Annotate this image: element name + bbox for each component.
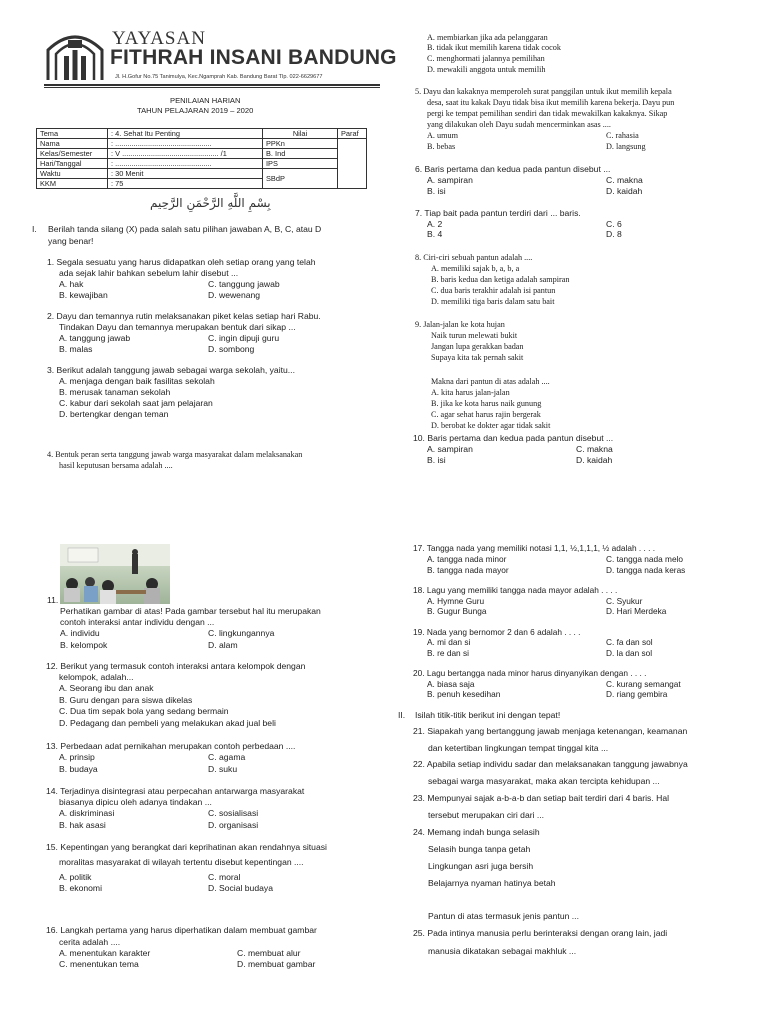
q7-text: 7. Tiap bait pada pantun terdiri dari ... baris. <box>415 208 581 218</box>
paraf-box[interactable] <box>338 139 367 189</box>
q1-option-b[interactable]: B. kewajiban <box>59 290 108 300</box>
q24-question: Pantun di atas termasuk jenis pantun ... <box>428 911 579 921</box>
school-name: FITHRAH INSANI BANDUNG <box>110 46 397 69</box>
section-1-instruction-2: yang benar! <box>48 236 94 246</box>
q15-option-d[interactable]: D. Social budaya <box>208 883 273 893</box>
q9-option-a[interactable]: A. kita harus jalan-jalan <box>431 388 510 397</box>
q11-number: 11. <box>47 595 59 605</box>
q21-text-2: dan ketertiban lingkungan tempat tinggal kita ... <box>428 743 609 753</box>
hari-value[interactable]: : ............................................... <box>108 159 263 169</box>
paraf-label: Paraf <box>338 129 367 139</box>
q5-text: 5. Dayu dan kakaknya memperoleh surat panggilan untuk ikut memilih kepala <box>415 87 672 96</box>
q8-option-d[interactable]: D. memiliki tiga baris dalam satu bait <box>431 297 555 306</box>
q5-text-2: desa, saat itu kakak Dayu tidak bisa ikut memilih karena bekerja. Dayu pun <box>427 98 675 107</box>
q10-option-c[interactable]: C. makna <box>576 444 613 454</box>
q19-text: 19. Nada yang bernomor 2 dan 6 adalah . . . . <box>413 627 581 637</box>
q2-option-a[interactable]: A. tanggung jawab <box>59 333 131 343</box>
q11-option-b[interactable]: B. kelompok <box>60 640 108 650</box>
q20-text: 20. Lagu bertangga nada minor harus dinyanyikan dengan . . . . <box>413 668 647 678</box>
q13-option-d[interactable]: D. suku <box>208 764 238 774</box>
q16-option-b[interactable]: C. menentukan tema <box>59 959 139 969</box>
q5-option-b[interactable]: B. bebas <box>427 142 456 151</box>
q15-option-c[interactable]: C. moral <box>208 872 241 882</box>
q4-option-d[interactable]: D. mewakili anggota untuk memilih <box>427 65 546 74</box>
q9-pantun-3: Supaya kita tak pernah sakit <box>431 353 524 362</box>
q11-option-d[interactable]: D. alam <box>208 640 238 650</box>
q15-text-2: moralitas masyarakat di wilayah tertentu disebut kepentingan .... <box>59 857 304 867</box>
q16-text: 16. Langkah pertama yang harus diperhatikan dalam membuat gambar <box>46 925 317 935</box>
q14-option-b[interactable]: B. hak asasi <box>59 820 106 830</box>
q1-option-a[interactable]: A. hak <box>59 279 84 289</box>
q5-option-d[interactable]: D. langsung <box>606 142 646 151</box>
section-1-instruction: Berilah tanda silang (X) pada salah satu pilihan jawaban A, B, C, atau D <box>48 224 322 234</box>
header-rule <box>44 84 380 86</box>
q6-text: 6. Baris pertama dan kedua pada pantun disebut ... <box>415 164 611 174</box>
q19-option-c[interactable]: C. fa dan sol <box>606 637 653 647</box>
q13-option-c[interactable]: C. agama <box>208 752 246 762</box>
q4-text: 4. Bentuk peran serta tanggung jawab warga masyarakat dalam melaksanakan <box>47 450 303 459</box>
q10-option-b[interactable]: B. isi <box>427 455 446 465</box>
q17-option-c[interactable]: C. tangga nada melo <box>606 554 684 564</box>
q22-text: 22. Apabila setiap individu sadar dan melaksanakan tanggung jawabnya <box>413 759 688 769</box>
bind-label: B. Ind <box>263 149 338 159</box>
q13-text: 13. Perbedaan adat pernikahan merupakan contoh perbedaan .... <box>46 741 296 751</box>
q18-option-a[interactable]: A. Hymne Guru <box>427 596 485 606</box>
q14-option-c[interactable]: C. sosialisasi <box>208 808 259 818</box>
q19-option-d[interactable]: D. la dan sol <box>606 648 653 658</box>
nilai-label: Nilai <box>263 129 338 139</box>
q8-option-a[interactable]: A. memiliki sajak b, a, b, a <box>431 264 520 273</box>
q7-option-d[interactable]: D. 8 <box>606 229 622 239</box>
q5-text-4: yang dilakukan oleh Dayu sudah mencerminkan asas .... <box>427 120 611 129</box>
kelas-label: Kelas/Semester <box>37 149 108 159</box>
q16-option-d[interactable]: D. membuat gambar <box>237 959 316 969</box>
q1-option-c[interactable]: C. tanggung jawab <box>208 279 280 289</box>
q24-pantun-3: Belajarnya nyaman hatinya betah <box>428 878 556 888</box>
kkm-label: KKM <box>37 179 108 189</box>
q4-option-c[interactable]: C. menghormati jalannya pemilihan <box>427 54 545 63</box>
q14-text-2: biasanya dipicu oleh adanya tindakan ... <box>59 797 212 807</box>
kkm-value: : 75 <box>108 179 263 189</box>
q12-option-a[interactable]: A. Seorang ibu dan anak <box>59 683 154 693</box>
q10-option-a[interactable]: A. sampiran <box>427 444 473 454</box>
q12-option-c[interactable]: C. Dua tim sepak bola yang sedang bermain <box>59 706 229 716</box>
q9-pantun-2: Jangan lupa gerakkan badan <box>431 342 524 351</box>
q2-text-2: Tindakan Dayu dan temannya merupakan bentuk dari sikap ... <box>59 322 296 332</box>
q3-option-d[interactable]: D. bertengkar dengan teman <box>59 409 169 419</box>
q12-option-d[interactable]: D. Pedagang dan pembeli yang melakukan akad jual beli <box>59 718 276 728</box>
q20-option-c[interactable]: C. kurang semangat <box>606 679 681 689</box>
waktu-value: : 30 Menit <box>108 169 263 179</box>
waktu-label: Waktu <box>37 169 108 179</box>
q2-option-d[interactable]: D. sombong <box>208 344 255 354</box>
ips-label: IPS <box>263 159 338 169</box>
tema-value: : 4. Sehat Itu Penting <box>108 129 263 139</box>
q16-text-2: cerita adalah .... <box>59 937 121 947</box>
ppkn-label: PPKn <box>263 139 338 149</box>
q25-text-2: manusia dikatakan sebagai makhluk ... <box>428 946 577 956</box>
exam-title: PENILAIAN HARIAN <box>170 96 241 105</box>
q17-option-d[interactable]: D. tangga nada keras <box>606 565 686 575</box>
q18-option-d[interactable]: D. Hari Merdeka <box>606 606 667 616</box>
q16-option-a[interactable]: A. menentukan karakter <box>59 948 151 958</box>
q8-option-c[interactable]: C. dua baris terakhir adalah isi pantun <box>431 286 556 295</box>
q8-option-b[interactable]: B. baris kedua dan ketiga adalah sampiran <box>431 275 570 284</box>
q24-pantun-1: Selasih bunga tanpa getah <box>428 844 531 854</box>
q4-option-b[interactable]: B. tidak ikut memilih karena tidak cocok <box>427 43 561 52</box>
yayasan-label: YAYASAN <box>112 28 206 49</box>
q13-option-b[interactable]: B. budaya <box>59 764 98 774</box>
q3-text: 3. Berikut adalah tanggung jawab sebagai warga sekolah, yaitu... <box>47 365 295 375</box>
q19-option-a[interactable]: A. mi dan si <box>427 637 471 647</box>
q22-text-2: sebagai warga masyarakat, maka akan tercipta kehidupan ... <box>428 776 660 786</box>
q3-option-c[interactable]: C. kabur dari sekolah saat jam pelajaran <box>59 398 213 408</box>
q20-option-b[interactable]: B. penuh kesedihan <box>427 689 501 699</box>
exam-year: TAHUN PELAJARAN 2019 – 2020 <box>137 106 254 115</box>
q7-option-b[interactable]: B. 4 <box>427 229 443 239</box>
nama-label: Nama <box>37 139 108 149</box>
q24-text: 24. Memang indah bunga selasih <box>413 827 540 837</box>
q23-text: 23. Mempunyai sajak a-b-a-b dan setiap bait terdiri dari 4 baris. Hal <box>413 793 670 803</box>
q20-option-d[interactable]: D. riang gembira <box>606 689 668 699</box>
q1-option-d[interactable]: D. wewenang <box>208 290 261 300</box>
q5-text-3: pergi ke tempat pemilihan sendiri dan tidak mewakilkan kakaknya. Sikap <box>427 109 668 118</box>
q12-text-2: kelompok, adalah... <box>59 672 134 682</box>
q9-option-c[interactable]: C. agar sehat harus rajin bergerak <box>431 410 541 419</box>
q23-text-2: tersebut merupakan ciri dari ... <box>428 810 545 820</box>
q3-option-b[interactable]: B. merusak tanaman sekolah <box>59 387 171 397</box>
section-1-number: I. <box>32 224 37 234</box>
section-2-number: II. <box>398 710 406 720</box>
q9-option-d[interactable]: D. berobat ke dokter agar tidak sakit <box>431 421 551 430</box>
school-address: Jl. H.Gofur No.75 Tanimulya, Kec.Ngamprah Kab. Bandung Barat Tlp. 022-6629677 <box>115 74 323 80</box>
q14-text: 14. Terjadinya disintegrasi atau perpecahan antarwarga masyarakat <box>46 786 305 796</box>
q9-option-b[interactable]: B. jika ke kota harus naik gunung <box>431 399 542 408</box>
q19-option-b[interactable]: B. re dan si <box>427 648 469 658</box>
q24-pantun-2: Lingkungan asri juga bersih <box>428 861 534 871</box>
q1-text: 1. Segala sesuatu yang harus didapatkan oleh setiap orang yang telah <box>47 257 316 267</box>
q9-pantun-1: Naik turun melewati bukit <box>431 331 518 340</box>
q6-option-a[interactable]: A. sampiran <box>427 175 473 185</box>
q18-option-c[interactable]: C. Syukur <box>606 596 643 606</box>
q10-option-d[interactable]: D. kaidah <box>576 455 613 465</box>
kelas-value[interactable]: : V ............................................... /1 <box>108 149 263 159</box>
q7-option-a[interactable]: A. 2 <box>427 219 443 229</box>
q17-text: 17. Tangga nada yang memiliki notasi 1,1, ½,1,1,1, ½ adalah . . . . <box>413 543 655 553</box>
q18-text: 18. Lagu yang memiliki tangga nada mayor adalah . . . . <box>413 585 618 595</box>
q2-option-c[interactable]: C. ingin dipuji guru <box>208 333 280 343</box>
q17-option-b[interactable]: B. tangga nada mayor <box>427 565 509 575</box>
q9-text: 9. Jalan-jalan ke kota hujan <box>415 320 505 329</box>
q15-option-a[interactable]: A. politik <box>59 872 92 882</box>
header-rule-thin <box>44 87 380 88</box>
q4-option-a[interactable]: A. membiarkan jika ada pelanggaran <box>427 33 548 42</box>
q15-text: 15. Kepentingan yang berangkat dari keprihatinan akan rendahnya situasi <box>46 842 327 852</box>
q11-option-c[interactable]: C. lingkungannya <box>208 628 275 638</box>
q8-text: 8. Ciri-ciri sebuah pantun adalah .... <box>415 253 533 262</box>
q5-option-a[interactable]: A. umum <box>427 131 458 140</box>
school-logo <box>44 28 106 84</box>
sbdp-label: SBdP <box>263 169 338 189</box>
classroom-photo <box>60 544 170 604</box>
student-info-table <box>36 128 367 189</box>
q12-option-b[interactable]: B. Guru dengan para siswa dikelas <box>59 695 193 705</box>
q6-option-b[interactable]: B. isi <box>427 186 446 196</box>
bismillah-calligraphy: بِسْمِ اللَّهِ الرَّحْمَنِ الرَّحِيم <box>150 196 271 210</box>
q5-option-c[interactable]: C. rahasia <box>606 131 639 140</box>
q11-text: Perhatikan gambar di atas! Pada gambar tersebut hal itu merupakan <box>60 606 321 616</box>
q18-option-b[interactable]: B. Gugur Bunga <box>427 606 487 616</box>
q14-option-a[interactable]: A. diskriminasi <box>59 808 115 818</box>
nama-value[interactable]: : ............................................... <box>108 139 263 149</box>
q4-text-2: hasil keputusan bersama adalah .... <box>59 461 173 470</box>
q1-text-2: ada sejak lahir bahkan sebelum lahir disebut ... <box>59 268 239 278</box>
q21-text: 21. Siapakah yang bertanggung jawab menjaga ketenangan, keamanan <box>413 726 688 736</box>
q14-option-d[interactable]: D. organisasi <box>208 820 259 830</box>
q20-option-a[interactable]: A. biasa saja <box>427 679 475 689</box>
q2-text: 2. Dayu dan temannya rutin melaksanakan piket kelas setiap hari Rabu. <box>47 311 321 321</box>
q11-option-a[interactable]: A. individu <box>60 628 100 638</box>
q25-text: 25. Pada intinya manusia perlu berinteraksi dengan orang lain, jadi <box>413 928 668 938</box>
q10-text: 10. Baris pertama dan kedua pada pantun disebut ... <box>413 433 614 443</box>
q2-option-b[interactable]: B. malas <box>59 344 93 354</box>
q7-option-c[interactable]: C. 6 <box>606 219 622 229</box>
q16-option-c[interactable]: C. membuat alur <box>237 948 301 958</box>
tema-label: Tema <box>37 129 108 139</box>
q9-question: Makna dari pantun di atas adalah .... <box>431 377 550 386</box>
q15-option-b[interactable]: B. ekonomi <box>59 883 102 893</box>
q11-text-2: contoh interaksi antar individu dengan ... <box>60 617 215 627</box>
hari-label: Hari/Tanggal <box>37 159 108 169</box>
q12-text: 12. Berikut yang termasuk contoh interaksi antara kelompok dengan <box>46 661 306 671</box>
q3-option-a[interactable]: A. menjaga dengan baik fasilitas sekolah <box>59 376 215 386</box>
section-2-instruction: Isilah titik-titik berikut ini dengan tepat! <box>415 710 561 720</box>
q6-option-d[interactable]: D. kaidah <box>606 186 643 196</box>
q13-option-a[interactable]: A. prinsip <box>59 752 95 762</box>
q17-option-a[interactable]: A. tangga nada minor <box>427 554 507 564</box>
q6-option-c[interactable]: C. makna <box>606 175 643 185</box>
